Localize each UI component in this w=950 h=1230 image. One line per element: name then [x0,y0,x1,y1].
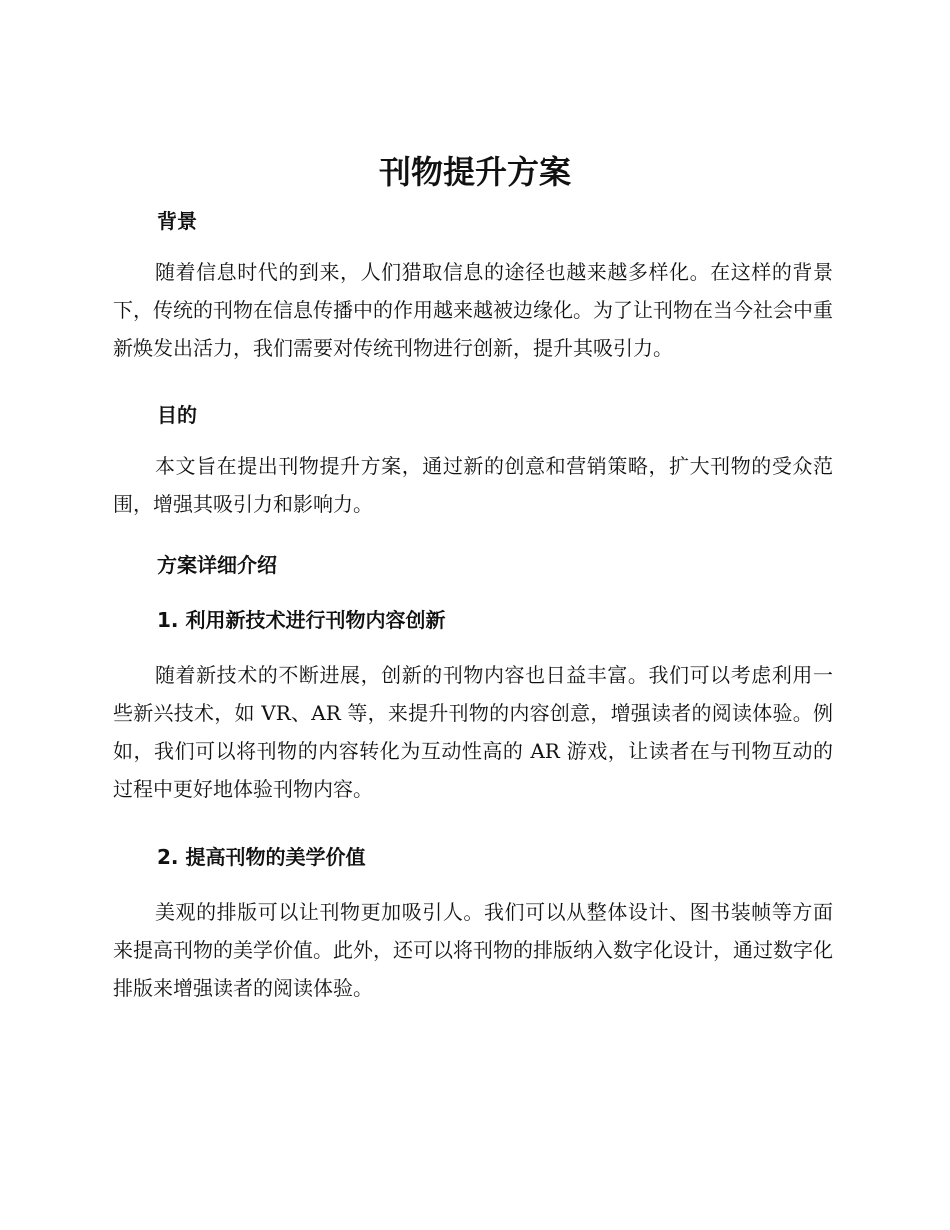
subsection-heading-1: 1. 利用新技术进行刊物内容创新 [157,608,446,632]
section-heading-purpose: 目的 [157,403,197,427]
paragraph-purpose: 本文旨在提出刊物提升方案，通过新的创意和营销策略，扩大刊物的受众范围，增强其吸引力和影响力。 [113,454,833,516]
paragraph-subsection-2: 美观的排版可以让刊物更加吸引人。我们可以从整体设计、图书装帧等方面来提高刊物的美学价值。此外，还可以将刊物的排版纳入数字化设计，通过数字化排版来增强读者的阅读体验。 [113,900,833,1000]
section-heading-background: 背景 [157,209,197,233]
paragraph-subsection-1: 随着新技术的不断进展，创新的刊物内容也日益丰富。我们可以考虑利用一些新兴技术，如 VR、AR 等，来提升刊物的内容创意，增强读者的阅读体验。例如，我们可以将刊物的内容转化为互动性高的 AR 游戏，让读者在与刊物互动的过程中更好地体验刊物内容。 [113,663,833,801]
paragraph-background: 随着信息时代的到来，人们猎取信息的途径也越来越多样化。在这样的背景下，传统的刊物在信息传播中的作用越来越被边缘化。为了让刊物在当今社会中重新焕发出活力，我们需要对传统刊物进行创新，提升其吸引力。 [113,260,833,360]
section-heading-details: 方案详细介绍 [157,553,277,577]
subsection-heading-2: 2. 提高刊物的美学价值 [157,845,366,869]
document-title: 刊物提升方案 [378,153,571,191]
